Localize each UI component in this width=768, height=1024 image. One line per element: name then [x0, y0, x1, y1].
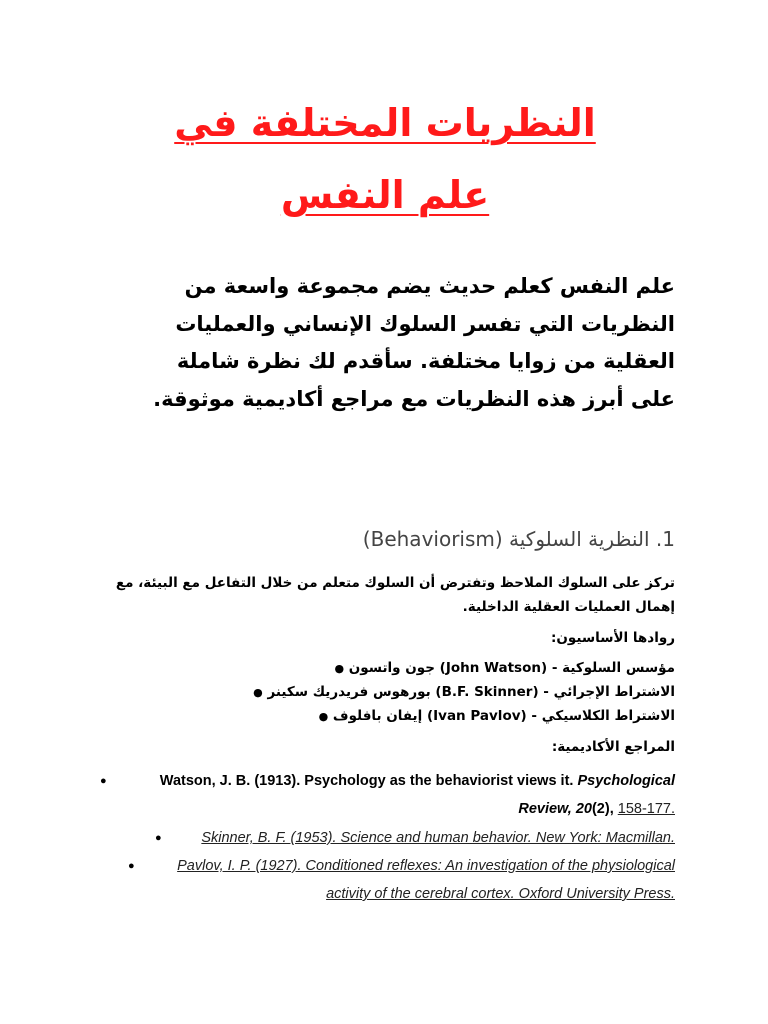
reference-issue: (2), — [591, 801, 618, 817]
bullet-icon: ● — [253, 685, 263, 699]
pioneer-item — [241, 684, 675, 700]
page-title-line-1: النظريات المختلفة في — [174, 101, 596, 145]
reference-text: Watson, J. B. (1913). Psychology as the behaviorist views it. — [159, 773, 578, 789]
journal-name: Psychological — [577, 773, 675, 789]
references-label: المراجع الأكاديمية: — [551, 739, 675, 755]
section-description: تركز على السلوك الملاحظ وتفترض أن السلوك متعلم من خلال التفاعل مع البيئة، مع إهمال العمليات العقلية الداخلية. — [115, 575, 675, 615]
bullet-icon: ● — [334, 661, 345, 675]
pioneer-item — [307, 708, 675, 724]
reference-link[interactable]: activity of the cerebral cortex. Oxford University Press. — [326, 886, 675, 902]
reference-link[interactable]: Skinner, B. F. (1953). Science and human behavior. New York: Macmillan. — [201, 830, 675, 846]
bullet-icon: ● — [155, 832, 162, 844]
bullet-icon: ● — [128, 860, 135, 872]
pioneer-text: مؤسس السلوكية - (John Watson) جون واتسون — [348, 660, 675, 676]
pioneer-text: الاشتراط الإجرائي - (B.F. Skinner) بورهوس فريدريك سكينر — [267, 684, 675, 700]
intro-paragraph: علم النفس كعلم حديث يضم مجموعة واسعة من النظريات التي تفسر السلوك الإنساني والعمليات العقلية من زوايا مختلفة. سأقدم لك نظرة شاملة على أبرز هذه النظريات مع مراجع أكاديمية موثوقة. — [153, 274, 675, 411]
page-title-line-2: علم النفس — [280, 173, 490, 217]
pioneers-label: روادها الأساسيون: — [550, 630, 675, 646]
bullet-icon: ● — [318, 709, 329, 723]
pioneer-text: الاشتراط الكلاسيكي - (Ivan Pavlov) إيفان بافلوف — [332, 708, 675, 724]
bullet-icon: ● — [100, 775, 107, 787]
pioneer-item — [322, 660, 675, 676]
reference-line — [518, 795, 675, 823]
reference-line — [160, 767, 675, 795]
reference-link[interactable]: Pavlov, I. P. (1927). Conditioned reflexes: An investigation of the physiological — [177, 858, 675, 874]
journal-volume: Review, 20 — [518, 801, 592, 817]
reference-pages-link[interactable]: 158-177. — [617, 801, 675, 817]
section-heading-behaviorism: 1. النظرية السلوكية (Behaviorism) — [362, 527, 675, 551]
